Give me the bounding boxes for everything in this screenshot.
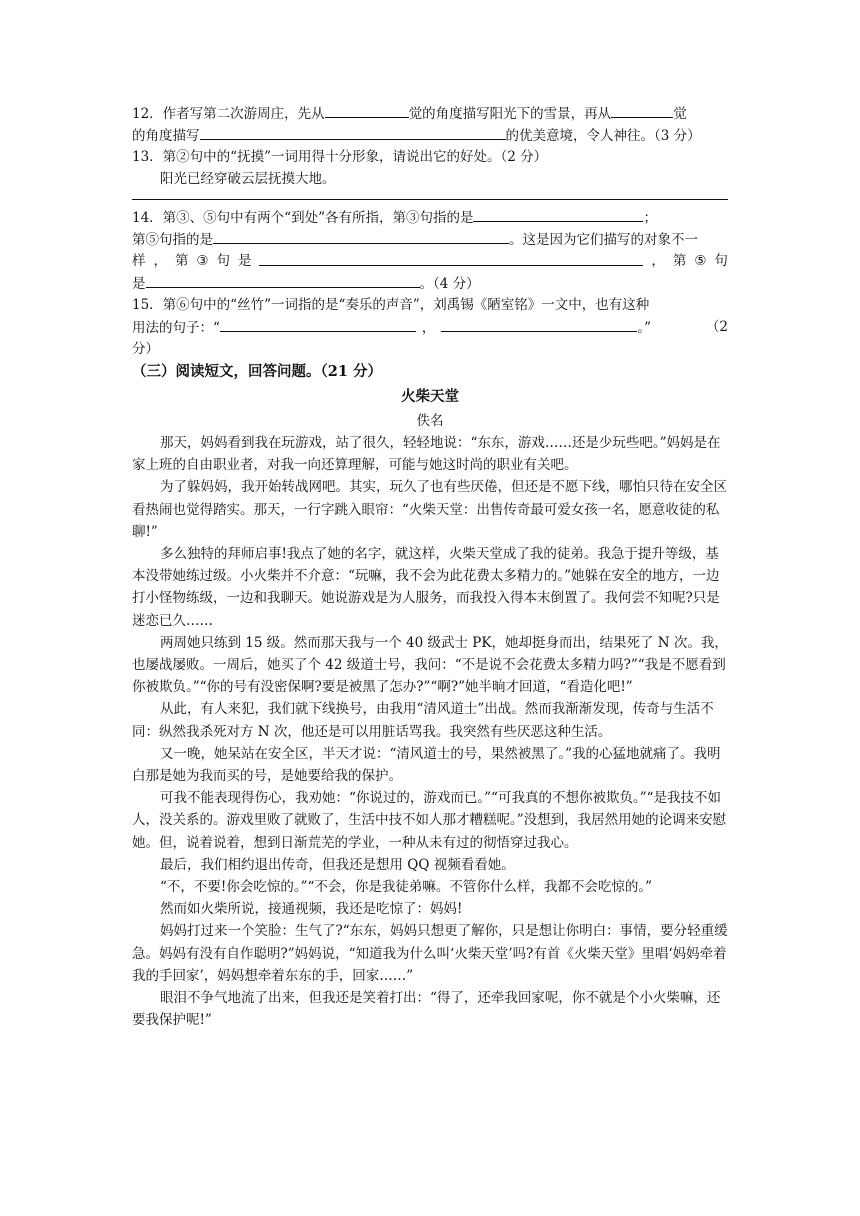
- q12-blank-1[interactable]: [325, 102, 409, 118]
- q13-sentence-pre: 阳光已经穿破云层: [160, 171, 268, 187]
- q14-c1: 样: [132, 253, 146, 269]
- q14-c5: 句: [216, 253, 230, 269]
- exam-page: [132, 102, 728, 1031]
- q12-text-b: 觉的角度描写阳光下的雪景，再从: [408, 106, 612, 122]
- q14-line2: [132, 228, 728, 250]
- q12-text-c: 觉: [673, 106, 687, 122]
- q15-blank-2[interactable]: [441, 316, 637, 332]
- q15-line1: [132, 294, 728, 316]
- q14-c10: 句: [714, 253, 728, 269]
- q15-blank-1[interactable]: [220, 316, 416, 332]
- story-title: 火柴天堂: [401, 388, 459, 405]
- q14-c8: 第: [672, 253, 687, 269]
- story-author: 佚名: [416, 413, 444, 429]
- q12-text-d: 的角度描写: [132, 128, 200, 144]
- q14-c2: ，: [153, 253, 167, 269]
- q15-text-b3: 。”: [637, 320, 652, 336]
- q12-text-a: 12．作者写第二次游周庄，先从: [132, 106, 325, 122]
- q14-text-b-end: 。这是因为它们描写的对象不一: [509, 232, 698, 248]
- story-paragraph: 那天，妈妈看到我在玩游戏，站了很久，轻轻地说：“东东，游戏……还是少玩些吧。”妈妈是在家上班的自由职业者，对我一向还算理解，可能与她这时尚的职业有关吧。: [132, 435, 721, 474]
- q14-line4: [132, 272, 728, 294]
- story-paragraph: 最后，我们相约退出传奇，但我还是想用 QQ 视频看看她。: [160, 856, 515, 873]
- q13-sentence-post: 大地。: [295, 171, 336, 187]
- story-paragraph: “不，不要!你会吃惊的。”“不会，你是我徒弟嘛。不管你什么样，我都不会吃惊的。”: [160, 879, 653, 896]
- q14-line3: [132, 250, 728, 272]
- q14-text-d: 是: [132, 276, 146, 292]
- q14-blank-3[interactable]: [259, 250, 643, 266]
- q14-text-d-end: 。（4 分）: [419, 276, 480, 292]
- q12-line2: [132, 124, 728, 146]
- story-paragraph: 从此，有人来犯，我们就下线换号，由我用“清风道士”出战。然而我渐渐发现，传奇与生活不同：纵然我杀死对方 N 次，他还是可以用脏话骂我。我突然有些厌恶这种生活。: [132, 701, 714, 740]
- q14-text-a: 14．第③、⑤句中有两个“到处”各有所指，第③句指的是: [132, 210, 474, 226]
- q12-line1: [132, 102, 728, 124]
- q15-text-a: 15．第⑥句中的“丝竹”一词指的是“奏乐的声音”，刘禹锡《陋室铭》一文中，也有这种: [132, 297, 650, 313]
- story-paragraph: 为了躲妈妈，我开始转战网吧。其实，玩久了也有些厌倦，但还是不愿下线，哪怕只待在安全区看热闹也觉得踏实。那天，一行字跳入眼帘：“火柴天堂：出售传奇最可爱女孩一名，愿意收徒的私聊!”: [132, 479, 727, 540]
- story-paragraph: 又一晚，她呆站在安全区，半天才说：“清风道士的号，果然被黑了。”我的心猛地就痛了。我明白那是她为我而买的号，是她要给我的保护。: [132, 745, 721, 785]
- q13-answer-line[interactable]: [132, 199, 728, 200]
- q13-sentence-mo-dotted: 摸: [281, 171, 295, 187]
- story-paragraph: 然而如火柴所说，接通视频，我还是吃惊了：妈妈!: [160, 901, 463, 918]
- story-paragraph: 妈妈打过来一个笑脸：生气了?“东东，妈妈只想更了解你，只是想让你明白：事情，要分轻重缓急。妈妈有没有自作聪明?”妈妈说，“知道我为什么叫‘火柴天堂’吗?有首《火柴天堂》里唱‘妈妈牵着我的手回家’，妈妈想牵着东东的手，回家……”: [132, 923, 728, 984]
- q13-line1: [132, 146, 728, 168]
- q13-question: 13．第②句中的“抚摸”一词用得十分形象，请说出它的好处。（2 分）: [132, 149, 548, 165]
- q14-c9: ⑤: [694, 253, 707, 269]
- section-heading: （三）阅读短文，回答问题。（21 分）: [132, 363, 382, 380]
- q12-blank-3[interactable]: [200, 124, 506, 140]
- q14-line1: [132, 206, 728, 228]
- q15-text-c: 分）: [132, 341, 159, 357]
- q14-c7: ，: [651, 253, 665, 269]
- q15-text-b4: （2: [705, 319, 728, 335]
- q12-blank-2[interactable]: [611, 102, 673, 118]
- q14-c3: 第: [174, 253, 189, 269]
- story-paragraph: 眼泪不争气地流了出来，但我还是笑着打出：“得了，还牵我回家呢，你不就是个小火柴嘛，还要我保护呢!”: [132, 990, 721, 1029]
- q15-text-b2: ，: [421, 320, 436, 336]
- story-paragraph: 多么独特的拜师启事!我点了她的名字，就这样，火柴天堂成了我的徒弟。我急于提升等级，基本没带她练过级。小火柴并不介意：“玩嘛，我不会为此花费太多精力的。”她躲在安全的地方，一边打小怪物练级，一边和我聊天。她说游戏是为人服务，而我投入得本末倒置了。我何尝不知呢?只是迷恋已久……: [132, 546, 720, 629]
- q12-text-e: 的优美意境，令人神往。（3 分）: [505, 128, 701, 144]
- q14-blank-1[interactable]: [473, 206, 643, 222]
- q15-text-b1: 用法的句子：“: [132, 320, 220, 336]
- q13-sentence: [132, 168, 728, 190]
- story-body: [132, 432, 728, 1031]
- q14-text-b: 第⑤句指的是: [132, 232, 213, 248]
- q14-c4: ③: [196, 253, 209, 269]
- q14-text-a-end: ；: [643, 210, 657, 226]
- q15-line3: [132, 338, 728, 360]
- story-paragraph: 可我不能表现得伤心，我劝她：“你说过的，游戏而已。”“可我真的不想你被欺负。”“是我技不如人，没关系的。游戏里败了就败了，生活中技不如人那才糟糕呢。”没想到，我居然用她的论调来安慰她。但，说着说着，想到日渐荒芜的学业，一种从未有过的彻悟穿过我心。: [132, 790, 727, 851]
- q14-blank-2[interactable]: [213, 228, 509, 244]
- q14-c6: 是: [237, 253, 252, 269]
- q14-blank-4[interactable]: [146, 272, 420, 288]
- q13-sentence-fu: 抚: [268, 171, 282, 187]
- q15-line2: [132, 316, 728, 338]
- story-paragraph: 两周她只练到 15 级。然而那天我与一个 40 级武士 PK，她却挺身而出，结果死了 N 次。我，也屡战屡败。一周后，她买了个 42 级道士号，我问：“不是说不会花费太多精力吗?”“我是不愿看到你被欺负。”“你的号有没密保啊?要是被黑了怎办?”“啊?”她半晌才回道，“看造化吧!”: [132, 634, 728, 696]
